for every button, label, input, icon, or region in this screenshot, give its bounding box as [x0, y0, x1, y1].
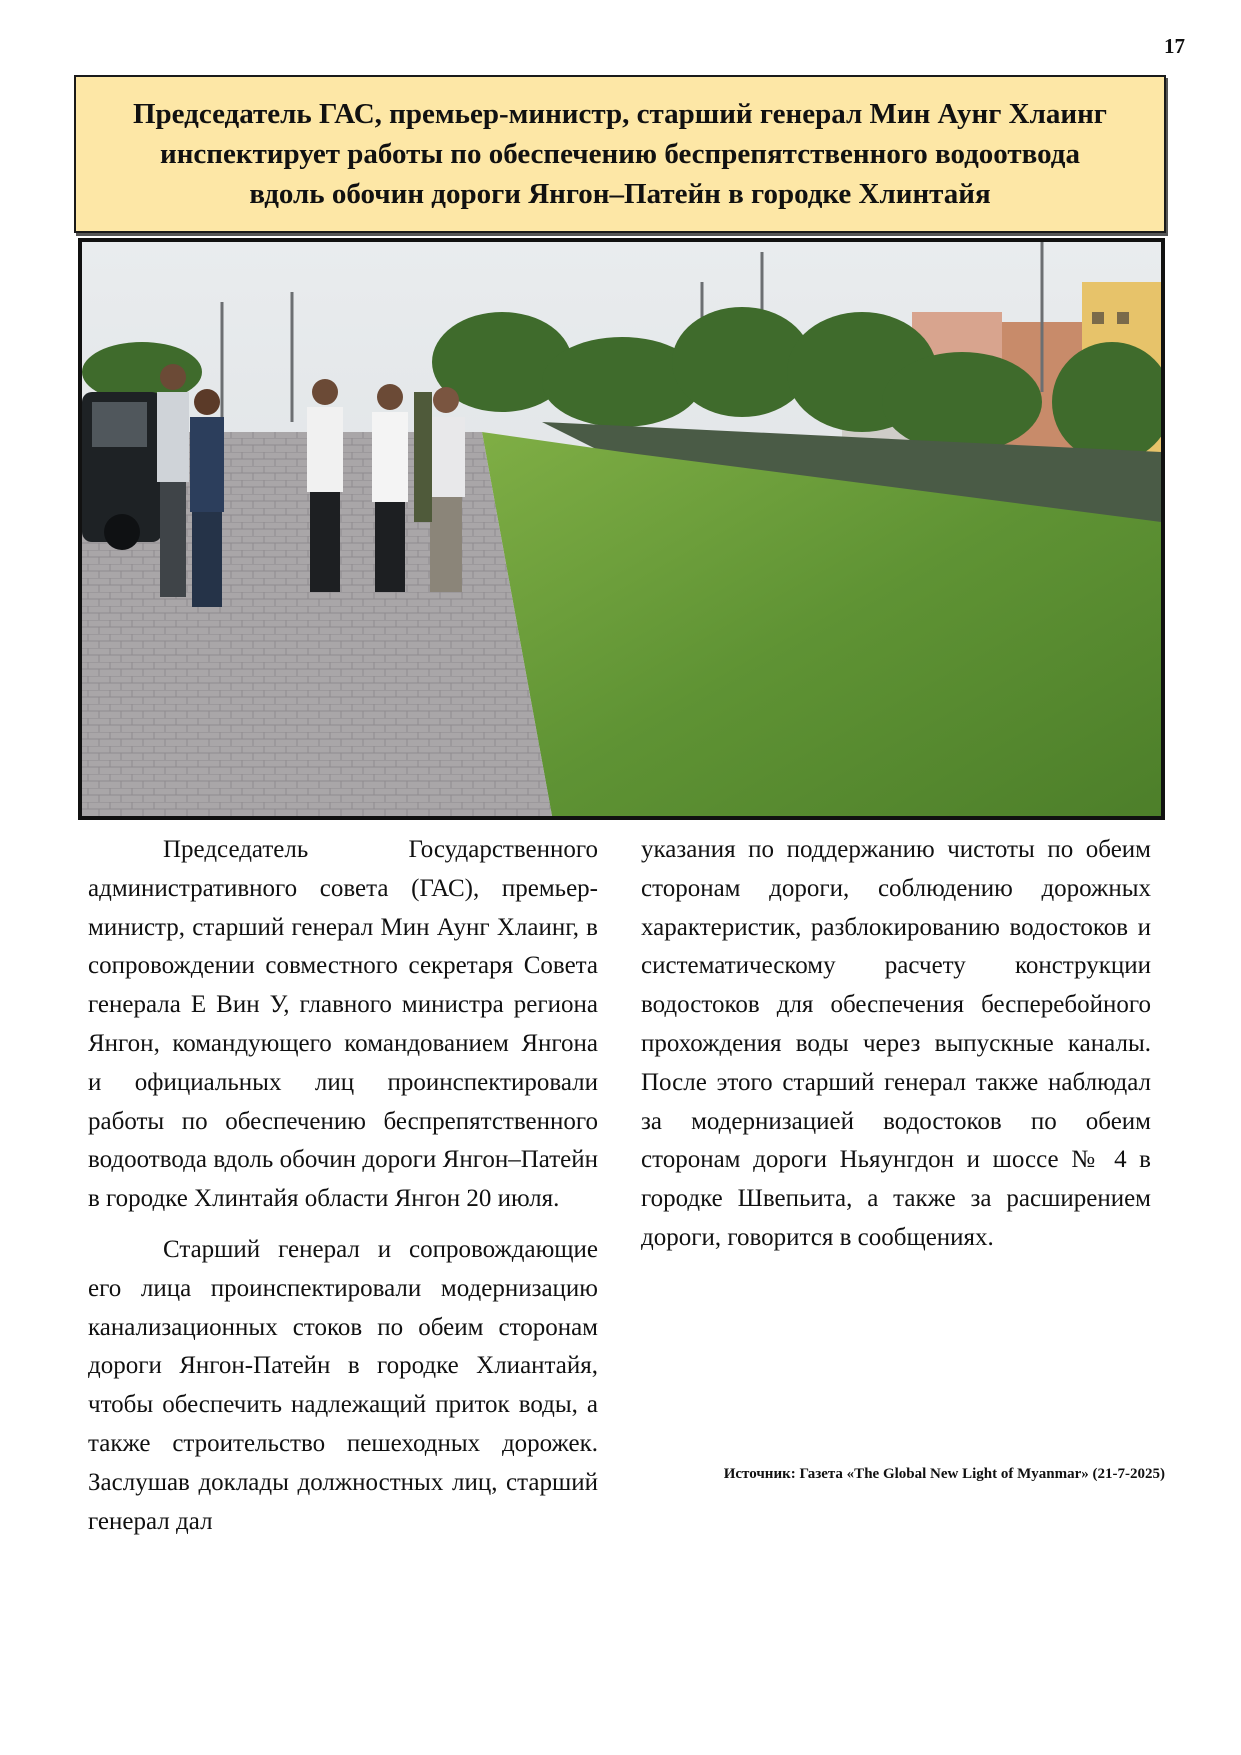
headline: Председатель ГАС, премьер-министр, старший генерал Мин Аунг Хлаинг инспектирует работы по обеспечению беспрепятственного водоотвода вдоль обочин дороги Янгон–Патейн в городке Хлинтайя [133, 98, 1107, 210]
page-number: 17 [1164, 34, 1185, 58]
source-credit: Источник: Газета «The Global New Light of Myanmar» (21-7-2025) [723, 1466, 1165, 1482]
parked-car [82, 392, 162, 550]
article-column-left [88, 831, 598, 1541]
headline-box [74, 75, 1166, 233]
article-photo [78, 238, 1165, 820]
inspection-photo [82, 242, 1161, 816]
article-paragraph: Председатель Государственного административного совета (ГАС), премьер-министр, старший генерал Мин Аунг Хлаинг, в сопровождении совместного секретаря Совета генерала Е Вин У, главного министра региона Янгон, командующего командованием Янгона и официальных лиц проинспектировали работы по обеспечению беспрепятственного водоотвода вдоль обочин дороги Янгон–Патейн в городке Хлинтайя области Янгон 20 июля. [88, 836, 598, 1213]
article-paragraph: Старший генерал и сопровождающие его лица проинспектировали модернизацию канализационных стоков по обеим сторонам дороги Янгон-Патейн в городке Хлиантайя, чтобы обеспечить надлежащий приток воды, а также строительство пешеходных дорожек. Заслушав доклады должностных лиц, старший генерал дал [88, 1235, 598, 1535]
article-paragraph: указания по поддержанию чистоты по обеим сторонам дороги, соблюдению дорожных характеристик, разблокированию водостоков и систематическому расчету конструкции водостоков для обеспечения бесперебойного прохождения воды через выпускные каналы. После этого старший генерал также наблюдал за модернизацией водостоков по обеим сторонам дороги Ньяунгдон и шоссе № 4 в городке Швепьита, а также за расширением дороги, говорится в сообщениях. [641, 836, 1151, 1251]
article-column-right [641, 831, 1151, 1258]
